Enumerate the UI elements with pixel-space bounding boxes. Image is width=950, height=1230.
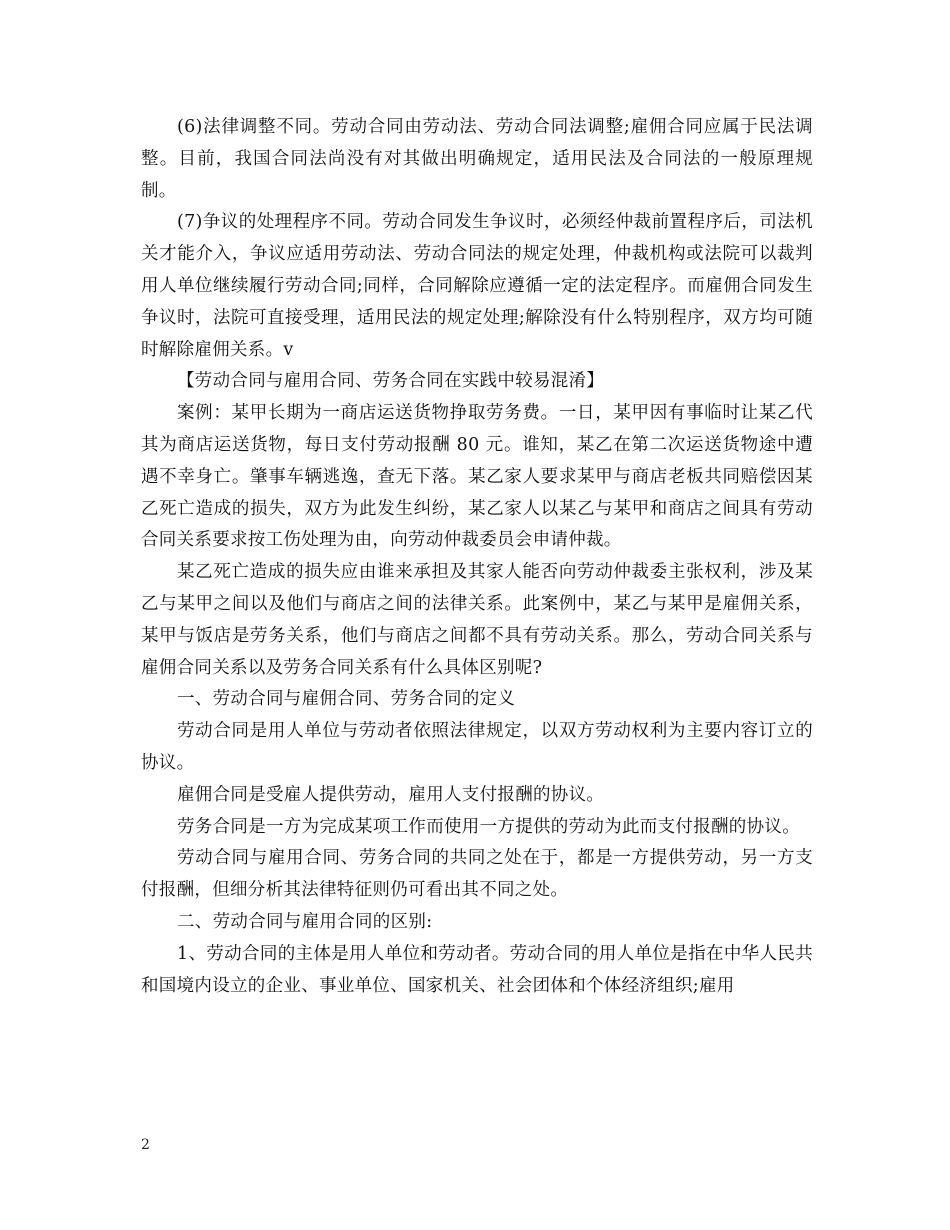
paragraph-case: 案例：某甲长期为一商店运送货物挣取劳务费。一日，某甲因有事临时让某乙代其为商店运送货物，每日支付劳动报酬 80 元。谁知，某乙在第二次运送货物途中遭遇不幸身亡。肇事车辆逃逸，查无下落。某乙家人要求某甲与商店老板共同赔偿因某乙死亡造成的损失，双方为此发生纠纷，某乙家人以某乙与某甲和商店之间具有劳动合同关系要求按工伤处理为由，向劳动仲裁委员会申请仲裁。: [141, 403, 813, 551]
page-number: 2: [141, 1137, 150, 1153]
paragraph-analysis: 某乙死亡造成的损失应由谁来承担及其家人能否向劳动仲裁委主张权利，涉及某乙与某甲之间以及他们与商店之间的法律关系。此案例中，某乙与某甲是雇佣关系，某甲与饭店是劳务关系，他们与商店之间都不具有劳动关系。那么，劳动合同关系与雇佣合同关系以及劳务合同关系有什么具体区别呢?: [141, 562, 813, 678]
paragraph-definition-employment: 雇佣合同是受雇人提供劳动，雇用人支付报酬的协议。: [177, 784, 605, 805]
paragraph-item-1: 1、劳动合同的主体是用人单位和劳动者。劳动合同的用人单位是指在中华人民共和国境内设立的企业、事业单位、国家机关、社会团体和个体经济组织;雇用: [141, 943, 813, 996]
paragraph-2: (7)争议的处理程序不同。劳动合同发生争议时，必须经仲裁前置程序后，司法机关才能介入，争议应适用劳动法、劳动合同法的规定处理，仲裁机构或法院可以裁判用人单位继续履行劳动合同;同样，合同解除应遵循一定的法定程序。而雇佣合同发生争议时，法院可直接受理，适用民法的规定处理;解除没有什么特别程序，双方均可随时解除雇佣关系。v: [141, 212, 813, 360]
paragraph-common: 劳动合同与雇用合同、劳务合同的共同之处在于，都是一方提供劳动，另一方支付报酬，但细分析其法律特征则仍可看出其不同之处。: [141, 848, 813, 901]
section-heading-1: 一、劳动合同与雇佣合同、劳务合同的定义: [177, 689, 516, 710]
section-heading-bracket: 【劳动合同与雇用合同、劳务合同在实践中较易混淆】: [177, 371, 605, 392]
document-body: [141, 112, 813, 1002]
paragraph-definition-labor: 劳动合同是用人单位与劳动者依照法律规定，以双方劳动权利为主要内容订立的协议。: [141, 721, 813, 773]
paragraph-1: (6)法律调整不同。劳动合同由劳动法、劳动合同法调整;雇佣合同应属于民法调整。目前，我国合同法尚没有对其做出明确规定，适用民法及合同法的一般原理规制。: [141, 117, 813, 201]
paragraph-definition-service: 劳务合同是一方为完成某项工作而使用一方提供的劳动为此而支付报酬的协议。: [177, 816, 800, 837]
section-heading-2: 二、劳动合同与雇用合同的区别:: [177, 911, 433, 932]
